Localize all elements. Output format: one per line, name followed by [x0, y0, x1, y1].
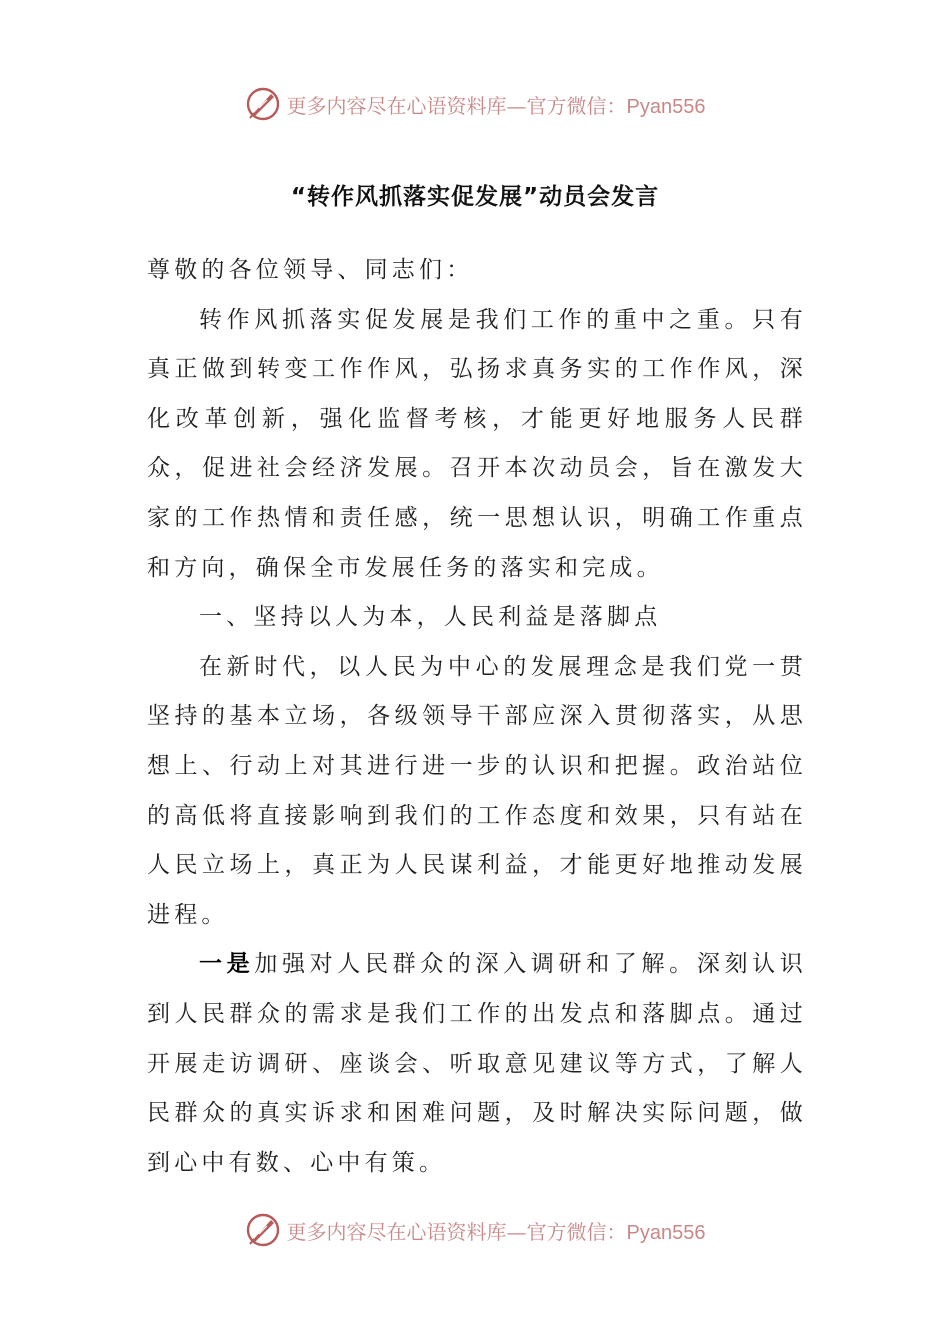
document-body [147, 246, 807, 1188]
watermark-banner-bottom [0, 1210, 950, 1250]
watermark-text: 更多内容尽在心语资料库—官方微信：Pyan556 [286, 1219, 706, 1244]
watermark-text: 更多内容尽在心语资料库—官方微信：Pyan556 [286, 93, 706, 118]
wechat-id: Pyan556 [626, 95, 706, 118]
point-lead: 一是 [199, 951, 255, 978]
point-body: 加强对人民群众的深入调研和了解。深刻认识到人民群众的需求是我们工作的出发点和落脚点。通过开展走访调研、座谈会、听取意见建议等方式，了解人民群众的真实诉求和困难问题，及时解决实际问题，做到心中有数、心中有策。 [147, 951, 808, 1176]
section-heading-1: 一、坚持以人为本，人民利益是落脚点 [199, 604, 662, 631]
salutation: 尊敬的各位领导、同志们： [147, 257, 474, 283]
paragraph-point-1 [147, 940, 807, 1188]
paragraph-intro: 转作风抓落实促发展是我们工作的重中之重。只有真正做到转变工作作风，弘扬求真务实的工作作风，深化改革创新，强化监督考核，才能更好地服务人民群众，促进社会经济发展。召开本次动员会，旨在激发大家的工作热情和责任感，统一思想认识，明确工作重点和方向，确保全市发展任务的落实和完成。 [147, 306, 807, 581]
wechat-id: Pyan556 [626, 1221, 706, 1244]
watermark-banner-top [0, 84, 950, 124]
quill-pen-logo-icon [245, 86, 281, 122]
paragraph-body-1: 在新时代，以人民为中心的发展理念是我们党一贯坚持的基本立场，各级领导干部应深入贯彻落实，从思想上、行动上对其进行进一步的认识和把握。政治站位的高低将直接影响到我们的工作态度和效果，只有站在人民立场上，真正为人民谋利益，才能更好地推动发展进程。 [147, 653, 807, 928]
page-title: “转作风抓落实促发展”动员会发言 [290, 184, 660, 210]
quill-pen-logo-icon [245, 1212, 281, 1248]
